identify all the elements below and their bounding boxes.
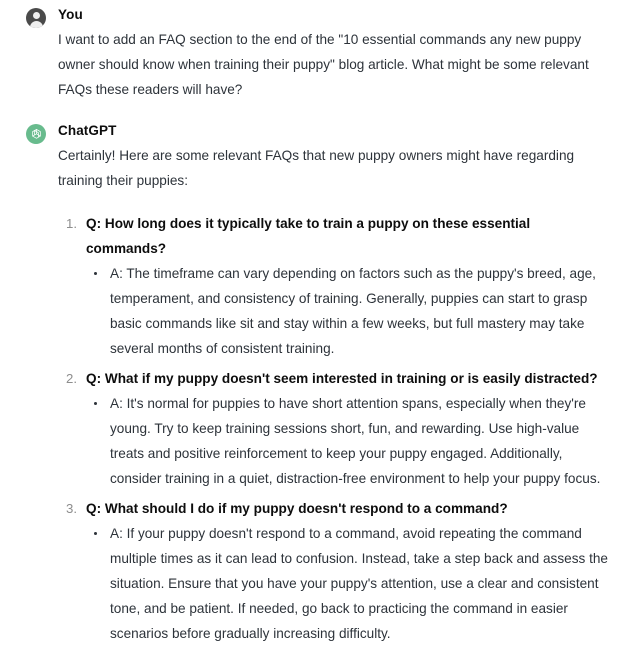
avatar-head-shape	[33, 12, 40, 19]
user-message-text: I want to add an FAQ section to the end of the "10 essential commands any new puppy owner should know when training their puppy" blog article. What might be some relevant FAQs these readers will have?	[58, 32, 589, 97]
faq-item	[58, 496, 611, 646]
assistant-intro-text: Certainly! Here are some relevant FAQs that new puppy owners might have regarding training their puppies:	[58, 148, 575, 188]
assistant-author-name: ChatGPT	[58, 123, 117, 138]
faq-item	[58, 211, 611, 361]
faq-answer-list	[86, 521, 611, 646]
faq-answer-list	[86, 391, 611, 491]
assistant-avatar-column	[26, 122, 46, 144]
user-avatar-column	[26, 6, 46, 28]
faq-question: Q: How long does it typically take to train a puppy on these essential commands?	[86, 216, 531, 256]
openai-logo-icon	[26, 124, 46, 144]
avatar-body-shape	[30, 21, 43, 29]
user-message-content	[46, 6, 611, 102]
faq-question: Q: What if my puppy doesn't seem interested in training or is easily distracted?	[86, 371, 598, 386]
faq-answer: A: The timeframe can vary depending on factors such as the puppy's breed, age, temperament, and consistency of training. Generally, puppies can start to grasp basic commands like sit and stay within a few weeks, but full mastery may take several months of consistent training.	[86, 261, 611, 361]
faq-answer-list	[86, 261, 611, 361]
user-person-icon	[26, 8, 46, 28]
faq-answer: A: It's normal for puppies to have short attention spans, especially when they're young. Try to keep training sessions short, fun, and rewarding. Use high-value treats and positive reinforcement to keep your puppy engaged. Additionally, consider training in a quiet, distraction-free environment to help your puppy focus.	[86, 391, 611, 491]
assistant-message-turn	[0, 122, 629, 651]
user-message-turn	[0, 6, 629, 102]
faq-question: Q: What should I do if my puppy doesn't respond to a command?	[86, 501, 508, 516]
faq-ordered-list	[58, 211, 611, 646]
faq-item	[58, 366, 611, 491]
faq-answer: A: If your puppy doesn't respond to a command, avoid repeating the command multiple times as it can lead to confusion. Instead, take a step back and assess the situation. Ensure that you have your puppy's attention, use a clear and consistent tone, and be patient. If needed, go back to practicing the command in easier scenarios before gradually increasing difficulty.	[86, 521, 611, 646]
assistant-message-content	[46, 122, 611, 651]
user-author-name: You	[58, 7, 83, 22]
